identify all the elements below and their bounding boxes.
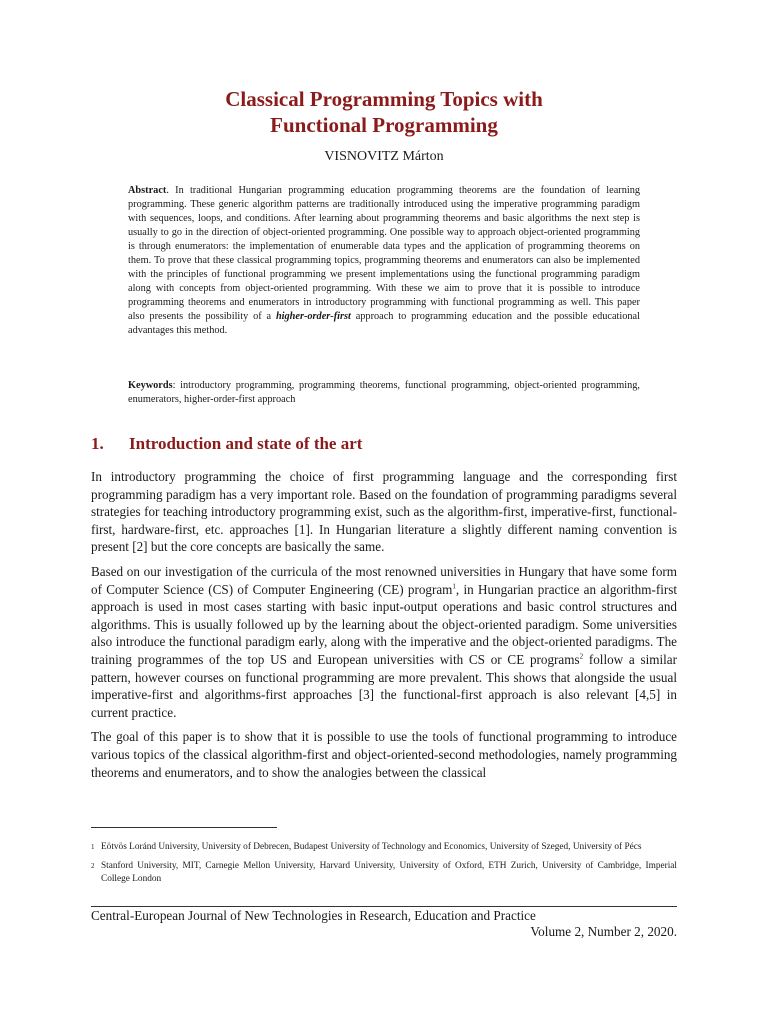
footnote-divider [91, 827, 277, 828]
abstract-emphasis: higher-order-first [275, 311, 351, 322]
footnote-1 [91, 841, 677, 854]
paper-title [0, 86, 768, 138]
abstract-text-part-2: approach to programming education and the possible educational advantages this method. [128, 311, 640, 336]
footnotes [91, 841, 677, 892]
footer-volume: Volume 2, Number 2, 2020. [530, 924, 677, 939]
body-paragraph-1: In introductory programming the choice of first programming language and the corresponding first programming paradigm has a very important role. Based on the foundation of programming paradigms several strategies for teaching introductory programming exist, such as the algorithm-first, imperative-first, functional-first, hardware-first, etc. approaches [1]. In Hungarian literature a slightly different naming convention is present [2] but the core concepts are basically the same. [91, 469, 677, 555]
page-footer [91, 908, 677, 940]
section-title: Introduction and state of the art [129, 434, 363, 453]
keywords-text: : introductory programming, programming theorems, functional programming, object-oriented programming, enumerators, higher-order-first approach [128, 380, 640, 405]
body-paragraph-2-part-a: Based on our investigation of the curricula of the most renowned universities in Hungary that have some form of Computer Science (CS) of Computer Engineering (CE) program [91, 563, 677, 597]
keywords-label: Keywords [128, 380, 173, 391]
paper-title-line-2: Functional Programming [270, 113, 498, 137]
footnote-1-text: Eötvös Loránd University, University of Debrecen, Budapest University of Technology and Economics, University of Szeged, University of Pécs [101, 842, 642, 852]
keywords [128, 379, 640, 407]
footnote-2-number: 2 [91, 862, 95, 870]
body-paragraph-3: The goal of this paper is to show that it is possible to use the tools of functional programming to introduce various topics of the classical algorithm-first and object-oriented-second methodologies, namely programming theorems and enumerators, and to show the analogies between the classical [91, 729, 677, 780]
abstract [128, 184, 640, 338]
footer-journal: Central-European Journal of New Technologies in Research, Education and Practice [91, 908, 536, 923]
section-heading [91, 433, 362, 455]
section-number: 1. [91, 434, 104, 453]
footnote-1-number: 1 [91, 843, 95, 851]
paper-title-line-1: Classical Programming Topics with [225, 87, 543, 111]
footnote-2-text: Stanford University, MIT, Carnegie Mellon University, Harvard University, University of Oxford, ETH Zurich, University of Cambridge, Imperial College London [101, 861, 677, 884]
footnote-2 [91, 860, 677, 886]
footnote-ref-1: 1 [452, 582, 456, 591]
footer-divider [91, 906, 677, 907]
paper-author: VISNOVITZ Márton [324, 149, 444, 164]
abstract-text-part-1: . In traditional Hungarian programming education programming theorems are the foundation of learning programming. These generic algorithm patterns are traditionally introduced using the imperative programming paradigm with sequences, loops, and conditions. After learning about programming theorems and basic algorithms the next step is usually to go in the direction of object-oriented programming. One possible way to approach object-oriented programming is through enumerators: the implementation of enumerable data types and the application of programming theorems on them. To prove that these classical programming topics, programming theorems and enumerators can also be implemented with the principles of functional programming we present implementations using the functional programming paradigm along with concepts from object-oriented programming. With these we aim to prove that it is possible to introduce programming theorems and enumerators in introductory programming with functional programming as well. This paper also presents the possibility of a [128, 185, 640, 322]
abstract-label: Abstract [128, 185, 167, 196]
footnote-ref-2: 2 [579, 652, 584, 661]
body-paragraph-2-part-c: follow a similar pattern, however courses on functional programming are more prevalent. This shows that alongside the usual imperative-first and algorithms-first approaches [3] the functional-first approach is also relevant [4,5] in current practice. [91, 651, 677, 720]
body-paragraph-2-part-b: , in Hungarian practice an algorithm-first approach is used in most cases starting with basic input-output operations and basic control structures and algorithms. This is usually followed up by the learning about the object-oriented paradigm. Some universities also introduce the functional paradigm early, along with the imperative and the object-oriented paradigms. The training programmes of the top US and European universities with CS or CE programs [91, 581, 677, 667]
body-text [91, 468, 677, 788]
body-paragraph-2 [91, 563, 677, 721]
